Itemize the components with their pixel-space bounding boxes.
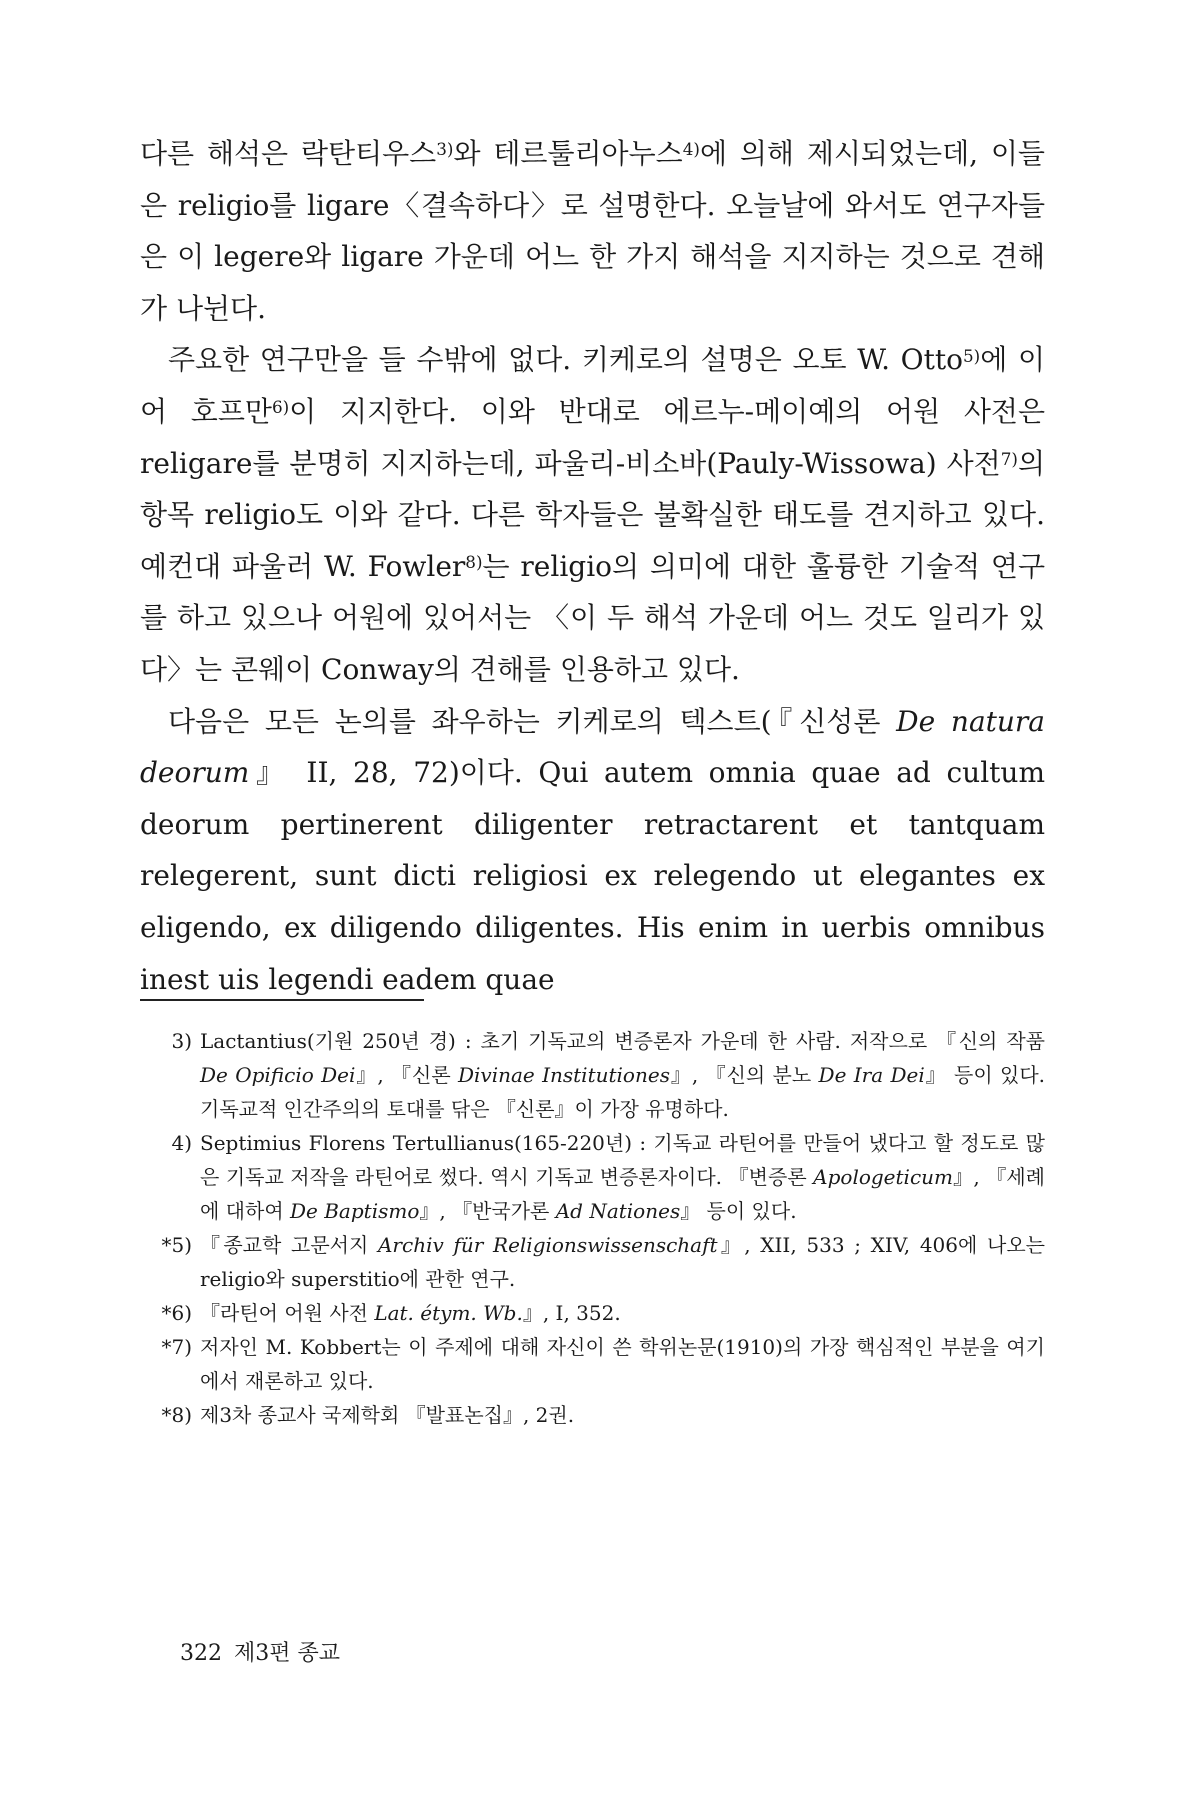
section-title: 제3편 종교 <box>234 1641 340 1666</box>
book-title: Lat. étym. Wb. <box>374 1301 523 1325</box>
footnote <box>140 1398 1045 1432</box>
text-run: 는 religio의 의미에 대한 훌륭한 기술적 연구를 하고 있으나 어원에 있어서는 〈이 두 해석 가운데 어느 것도 일리가 있다〉는 콘웨이 Conway의 견해를 인용하고 있다. <box>140 549 1045 686</box>
page-number: 322 <box>180 1641 222 1666</box>
footnote-ref: 3) <box>436 139 454 160</box>
footnote-text: Lactantius(기원 250년 경) : 초기 기독교의 변증론자 가운데 한 사람. 저작으로 『신의 작품 De Opificio Dei』, 『신론 Divinae Institutiones』, 『신의 분노 De Ira Dei』 등이 있다. 기독교적 인간주의의 토대를 닦은 『신론』이 가장 유명하다. <box>200 1029 1045 1121</box>
footnote <box>140 1024 1045 1126</box>
footnote-text: 저자인 M. Kobbert는 이 주제에 대해 자신이 쓴 학위논문(1910)의 가장 핵심적인 부분을 여기에서 재론하고 있다. <box>200 1335 1045 1393</box>
text-run: 주요한 연구만을 들 수밖에 없다. 키케로의 설명은 오토 W. Otto <box>168 343 963 377</box>
footnote-number: *6) <box>161 1301 192 1325</box>
text-run: 다른 해석은 락탄티우스 <box>140 137 437 170</box>
footnote-number: *7) <box>161 1335 192 1359</box>
book-title: Archiv für Religionswissenschaft <box>377 1233 718 1257</box>
book-title: De Opificio Dei <box>200 1063 356 1087</box>
text-run: 와 테르툴리아누스 <box>453 137 683 170</box>
text-run: 에 이어 호프만 <box>140 343 1045 428</box>
footnote-ref: 8) <box>465 552 483 573</box>
footnote <box>140 1296 1045 1330</box>
footnote-number: 4) <box>171 1131 192 1155</box>
text-run: 』 II, 28, 72)이다. Qui autem omnia quae ad cultum deorum pertinerent diligenter retractarent et tantquam relegerent, sunt dicti religiosi ex relegendo ut elegantes ex eligendo, ex diligendo diligentes. His enim in uerbis omnibus inest uis legendi eadem quae <box>140 756 1045 996</box>
footnote-text: 제3차 종교사 국제학회 『발표논집』, 2권. <box>200 1403 575 1427</box>
book-title: De Baptismo <box>290 1199 420 1223</box>
page-footer <box>180 1636 340 1667</box>
footnote-number: 3) <box>171 1029 192 1053</box>
footnote <box>140 1126 1045 1228</box>
footnote-text: Septimius Florens Tertullianus(165-220년) : 기독교 라틴어를 만들어 냈다고 할 정도로 많은 기독교 저작을 라틴어로 썼다. 역시 기독교 변증론자이다. 『변증론 Apologeticum』, 『세례에 대하여 De Baptismo』, 『반국가론 Ad Nationes』 등이 있다. <box>200 1131 1045 1223</box>
footnote-text: 『종교학 고문서지 Archiv für Religionswissenschaft』, XII, 533 ; XIV, 406에 나오는 religio와 superstitio에 관한 연구. <box>200 1233 1045 1291</box>
book-title: De natura deorum <box>140 704 1045 790</box>
footnote-ref: 5) <box>963 345 981 366</box>
paragraph-1 <box>140 128 1045 334</box>
text-run: 의 항목 religio도 이와 같다. 다른 학자들은 불확실한 태도를 견지하고 있다. 예컨대 파울러 W. Fowler <box>140 446 1045 583</box>
footnote-number: *8) <box>161 1403 192 1427</box>
book-title: Apologeticum <box>813 1165 953 1189</box>
paragraph-2 <box>140 334 1045 695</box>
footnotes <box>140 1024 1045 1432</box>
text-run: 이 지지한다. 이와 반대로 에르누-메이예의 어원 사전은 religare를 분명히 지지하는데, 파울리-비소바(Pauly-Wissowa) 사전 <box>140 394 1046 480</box>
main-text <box>140 128 1045 1005</box>
paragraph-3 <box>140 696 1045 1006</box>
book-title: De Ira Dei <box>818 1063 925 1087</box>
footnote-divider <box>140 999 424 1001</box>
footnote-ref: 4) <box>682 139 700 160</box>
text-run: 에 의해 제시되었는데, 이들은 religio를 ligare〈결속하다〉로 설명한다. 오늘날에 와서도 연구자들은 이 legere와 ligare 가운데 어느 한 가지 해석을 지지하는 것으로 견해가 나뉜다. <box>140 137 1045 325</box>
footnote-ref: 7) <box>1000 449 1018 470</box>
footnote-ref: 6) <box>271 397 290 418</box>
book-title: Divinae Institutiones <box>458 1063 670 1087</box>
footnote-text: 『라틴어 어원 사전 Lat. étym. Wb.』, I, 352. <box>200 1301 621 1325</box>
footnote-number: *5) <box>161 1233 192 1257</box>
footnote <box>140 1330 1045 1398</box>
footnote <box>140 1228 1045 1296</box>
text-run: 다음은 모든 논의를 좌우하는 키케로의 텍스트(『신성론 <box>168 704 897 738</box>
book-title: Ad Nationes <box>555 1199 681 1223</box>
